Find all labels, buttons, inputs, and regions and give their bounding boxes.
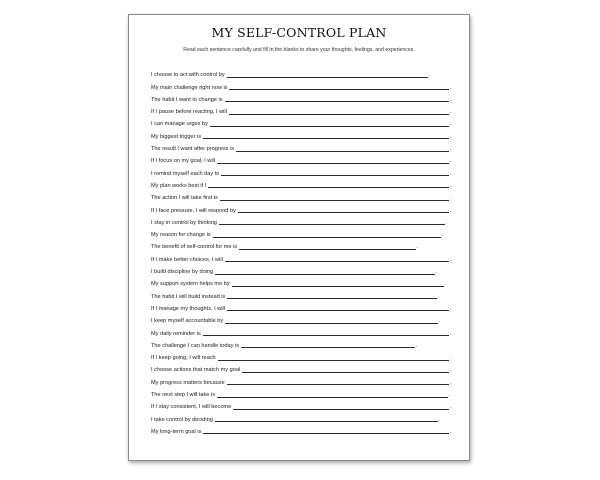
prompt-label: The challenge I can handle today is	[151, 342, 240, 349]
prompt-row	[151, 66, 451, 78]
sentence-period: .	[441, 232, 443, 239]
sentence-period: .	[437, 293, 440, 300]
sentence-period: .	[449, 158, 451, 165]
sentence-period: .	[415, 342, 418, 349]
prompt-row	[151, 127, 451, 139]
sentence-period: .	[449, 146, 451, 153]
sentence-period: .	[449, 109, 451, 116]
prompt-label: If I stay consistent, I will become	[151, 404, 232, 411]
answer-blank-line[interactable]	[219, 219, 445, 225]
sentence-period: .	[449, 355, 451, 362]
answer-blank-line[interactable]	[239, 244, 419, 251]
prompt-row	[151, 164, 451, 176]
answer-blank-line[interactable]	[220, 195, 449, 201]
prompt-row	[151, 349, 451, 361]
prompt-label: My plan works best if I	[151, 182, 207, 189]
prompt-row	[151, 140, 451, 152]
answer-blank-line[interactable]	[203, 133, 449, 139]
prompt-row	[151, 263, 451, 275]
sentence-period: .	[435, 269, 438, 276]
answer-blank-line[interactable]	[229, 84, 448, 90]
answer-blank-line[interactable]	[225, 318, 441, 325]
prompt-label: I build discipline by doing	[151, 269, 214, 276]
answer-blank-line[interactable]	[225, 96, 449, 102]
sentence-period: .	[449, 379, 451, 386]
worksheet-instructions: Read each sentence carefully and fill in the blanks to share your thoughts, feelings, and experiences.	[183, 47, 415, 53]
prompt-label: My support system helps me by	[151, 281, 230, 288]
answer-blank-line[interactable]	[233, 404, 449, 410]
prompt-row	[151, 91, 451, 103]
sentence-period: .	[449, 96, 451, 103]
prompt-label: I keep myself accountable by	[151, 318, 224, 325]
prompt-row	[151, 115, 451, 127]
answer-blank-line[interactable]	[203, 428, 449, 434]
prompt-row	[151, 312, 451, 324]
prompt-row	[151, 78, 451, 90]
prompt-label: If I focus on my goal, I will	[151, 158, 216, 165]
answer-blank-line[interactable]	[213, 232, 441, 238]
sentence-period: .	[449, 84, 451, 91]
answer-blank-line[interactable]	[203, 330, 449, 336]
sentence-period: .	[444, 281, 446, 288]
prompt-row	[151, 423, 451, 435]
prompt-row	[151, 373, 451, 385]
sentence-period: .	[449, 367, 451, 374]
prompt-label: The next step I will take is	[151, 392, 216, 399]
prompt-row	[151, 177, 451, 189]
answer-blank-line[interactable]	[215, 416, 438, 422]
prompt-list	[151, 66, 451, 435]
prompt-label: The action I will take first is	[151, 195, 218, 202]
prompt-label: If I keep going, I will reach	[151, 355, 216, 362]
prompt-row	[151, 337, 451, 349]
prompt-label: My main challenge right now is	[151, 84, 228, 91]
answer-blank-line[interactable]	[242, 367, 449, 373]
prompt-label: The benefit of self-control for me is	[151, 244, 238, 251]
prompt-label: If I pause before reacting, I will	[151, 109, 227, 116]
answer-blank-line[interactable]	[208, 182, 449, 188]
sentence-period: .	[449, 207, 451, 214]
answer-blank-line[interactable]	[227, 305, 449, 311]
prompt-row	[151, 324, 451, 336]
prompt-label: The result I want after progress is	[151, 146, 235, 153]
answer-blank-line[interactable]	[225, 256, 449, 262]
prompt-row	[151, 152, 451, 164]
prompt-label: The habit I want to change is	[151, 96, 223, 103]
prompt-row	[151, 410, 451, 422]
sentence-period: .	[448, 392, 451, 399]
sentence-period: .	[449, 305, 451, 312]
answer-blank-line[interactable]	[217, 158, 449, 164]
prompt-label: If I face pressure, I will respond by	[151, 207, 236, 214]
answer-blank-line[interactable]	[210, 121, 449, 127]
sentence-period: .	[449, 330, 451, 337]
answer-blank-line[interactable]	[238, 207, 449, 213]
prompt-row	[151, 398, 451, 410]
worksheet-page	[128, 14, 470, 461]
prompt-row	[151, 103, 451, 115]
answer-blank-line[interactable]	[236, 146, 449, 152]
prompt-label: I stay in control by thinking	[151, 219, 217, 226]
prompt-row	[151, 226, 451, 238]
answer-blank-line[interactable]	[229, 109, 449, 115]
prompt-row	[151, 201, 451, 213]
prompt-label: My progress matters because	[151, 379, 225, 386]
answer-blank-line[interactable]	[227, 72, 428, 78]
answer-blank-line[interactable]	[215, 269, 438, 276]
answer-blank-line[interactable]	[227, 293, 440, 300]
sentence-period: .	[449, 428, 451, 435]
prompt-row	[151, 238, 451, 250]
prompt-label: The habit I will build instead is	[151, 293, 226, 300]
answer-blank-line[interactable]	[218, 355, 449, 361]
prompt-row	[151, 287, 451, 299]
worksheet-title: MY SELF-CONTROL PLAN	[211, 25, 387, 40]
prompt-label: I choose to act with control by	[151, 72, 225, 79]
prompt-row	[151, 300, 451, 312]
prompt-row	[151, 275, 451, 287]
answer-blank-line[interactable]	[241, 342, 418, 349]
prompt-row	[151, 361, 451, 373]
prompt-label: I remind myself each day to	[151, 170, 220, 177]
sentence-period: .	[416, 244, 419, 251]
sentence-period: .	[449, 195, 451, 202]
sentence-period: .	[428, 72, 430, 79]
prompt-label: My biggest trigger is	[151, 133, 202, 140]
sentence-period: .	[449, 121, 451, 128]
sentence-period: .	[449, 170, 451, 177]
sentence-period: .	[445, 219, 447, 226]
prompt-label: My daily reminder is	[151, 330, 201, 337]
prompt-label: If I make better choices, I will	[151, 256, 223, 263]
prompt-row	[151, 386, 451, 398]
prompt-row	[151, 214, 451, 226]
sentence-period: .	[438, 416, 440, 423]
answer-blank-line[interactable]	[227, 379, 449, 385]
sentence-period: .	[449, 404, 451, 411]
prompt-row	[151, 250, 451, 262]
answer-blank-line[interactable]	[232, 281, 444, 287]
sentence-period: .	[449, 182, 451, 189]
prompt-label: I take control by deciding	[151, 416, 213, 423]
sentence-period: .	[449, 256, 451, 263]
prompt-label: I can manage urges by	[151, 121, 208, 128]
prompt-label: I choose actions that match my goal	[151, 367, 241, 374]
prompt-row	[151, 189, 451, 201]
sentence-period: .	[449, 133, 451, 140]
answer-blank-line[interactable]	[217, 392, 451, 399]
answer-blank-line[interactable]	[221, 170, 449, 176]
sentence-period: .	[438, 318, 441, 325]
prompt-label: My reason for change is	[151, 232, 211, 239]
prompt-label: My long-term goal is	[151, 428, 202, 435]
prompt-label: If I manage my thoughts, I will	[151, 305, 225, 312]
